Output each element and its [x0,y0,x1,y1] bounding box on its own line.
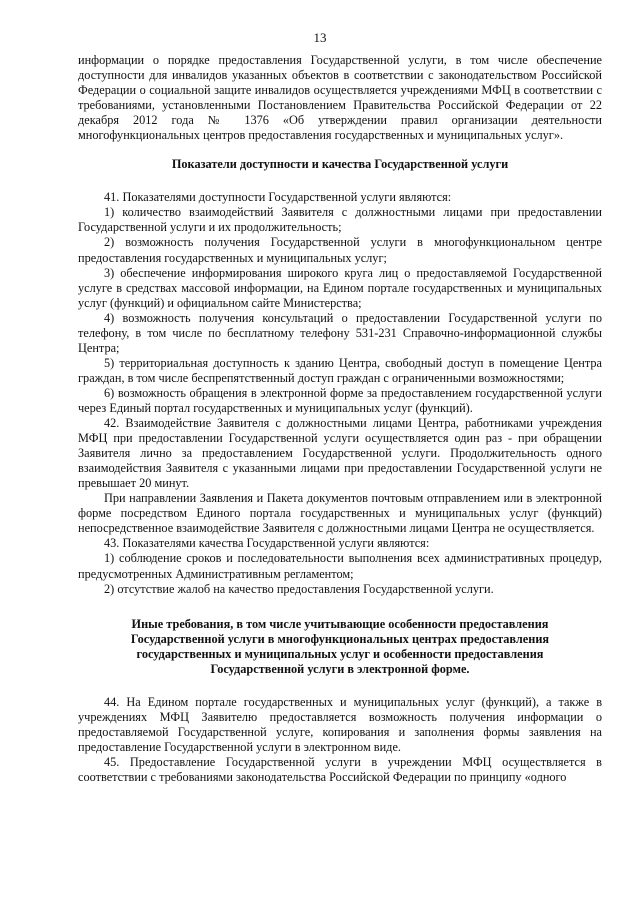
heading-line: Государственной услуги в многофункциональных центрах предоставления [130,631,550,646]
paragraph-42-continued: При направлении Заявления и Пакета документов почтовым отправлением или в электронной форме посредством Единого портала государственных и муниципальных услуг (функций) непосредственное взаимодействие Заявителя с должностными лицами Центра не осуществляется. [78,491,602,536]
list-item: 5) территориальная доступность к зданию Центра, свободный доступ в помещение Центра граждан, в том числе беспрепятственный доступ граждан с ограниченными возможностями; [78,355,602,385]
paragraph-45: 45. Предоставление Государственной услуги в учреждении МФЦ осуществляется в соответствии с требованиями законодательства Российской Федерации по принципу «одного [78,754,602,785]
list-item: 4) возможность получения консультаций о предоставлении Государственной услуги по телефону, в том числе по бесплатному телефону 531-231 Справочно-информационной службы Центра; [78,310,602,355]
paragraph-44: 44. На Едином портале государственных и муниципальных услуг (функций), а также в учреждениях МФЦ Заявителю предоставляется возможность получения информации о предоставляемой Государственной услуге, копирования и заполнения формы заявления на предоставление Государственной услуги в электронном виде. [78,694,602,754]
paragraph-42: 42. Взаимодействие Заявителя с должностными лицами Центра, работниками учреждения МФЦ при предоставлении Государственной услуги осуществляется один раз - при обращении Заявителя лично за предоставлением Государственной услуги. Продолжительность одного взаимодействия Заявителя с указанными лицами при предоставлении Государственной услуги не превышает 20 минут. [78,416,602,491]
section-heading-accessibility [78,157,602,172]
section-heading-other-requirements [78,617,602,677]
heading-line: государственных и муниципальных услуг и особенности предоставления [136,646,544,661]
document-body [78,53,602,785]
paragraph-43: 43. Показателями качества Государственной услуги являются: [104,536,430,551]
page-number: 13 [313,30,327,45]
heading-line: Иные требования, в том числе учитывающие особенности предоставления [131,616,549,631]
paragraph-41: 41. Показателями доступности Государственной услуги являются: [104,190,452,205]
list-item: 6) возможность обращения в электронной форме за предоставлением государственной услуги через Единый портал государственных и муниципальных услуг (функций). [78,385,602,415]
heading-line: Государственной услуги в электронной форме. [210,661,470,676]
list-item: 2) отсутствие жалоб на качество предоставления Государственной услуги. [104,581,494,596]
list-item: 1) количество взаимодействий Заявителя с должностными лицами при предоставлении Государственной услуги и их продолжительность; [78,205,602,235]
heading-line: Показатели доступности и качества Государственной услуги [171,157,509,172]
list-item: 2) возможность получения Государственной услуги в многофункциональном центре предоставления государственных и муниципальных услуг; [78,235,602,265]
list-item: 3) обеспечение информирования широкого круга лиц о предоставляемой Государственной услуге в средствах массовой информации, на Едином портале государственных и муниципальных услуг (функций) и официальном сайте Министерства; [78,265,602,310]
paragraph-continuation: информации о порядке предоставления Государственной услуги, в том числе обеспечение доступности для инвалидов указанных объектов в соответствии с законодательством Российской Федерации о социальной защите инвалидов осуществляется учреждениями МФЦ в соответствии с требованиями, установленными Постановлением Правительства Российской Федерации от 22 декабря 2012 года № 1376 «Об утверждении правил организации деятельности многофункциональных центров предоставления государственных и муниципальных услуг». [78,53,602,143]
list-item: 1) соблюдение сроков и последовательности выполнения всех административных процедур, предусмотренных Административным регламентом; [78,551,602,581]
